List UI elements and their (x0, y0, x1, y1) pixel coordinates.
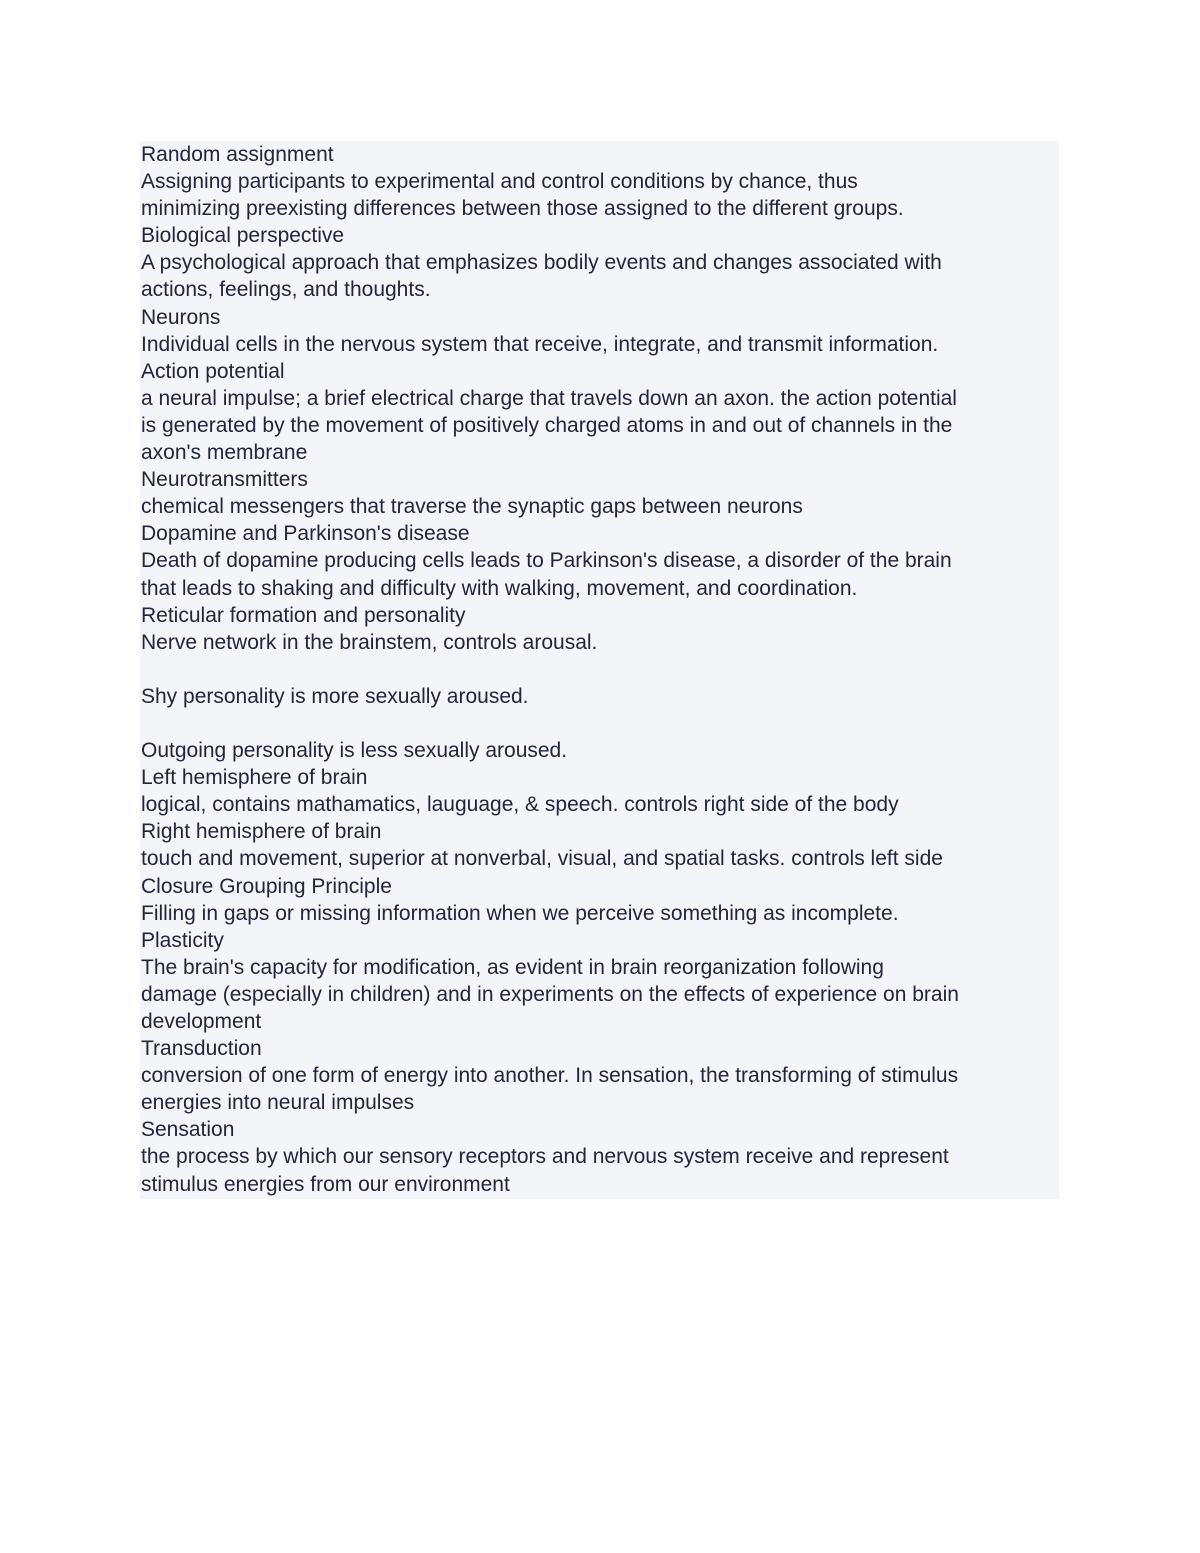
definition-action-potential-line-2: is generated by the movement of positively charged atoms in and out of channels in the (141, 413, 953, 437)
definition-transduction-line-1: conversion of one form of energy into another. In sensation, the transforming of stimulus (141, 1064, 959, 1088)
blank-line (141, 710, 1059, 737)
term-action-potential: Action potential (141, 359, 285, 383)
definition-plasticity-line-1: The brain's capacity for modification, as evident in brain reorganization following (141, 955, 884, 979)
term-closure-grouping: Closure Grouping Principle (141, 874, 392, 898)
term-neurotransmitters: Neurotransmitters (141, 468, 308, 492)
document-text-block (140, 141, 1059, 1199)
term-biological-perspective: Biological perspective (141, 224, 345, 248)
definition-right-hemisphere: touch and movement, superior at nonverbal, visual, and spatial tasks. controls left side (141, 847, 943, 871)
term-random-assignment: Random assignment (141, 143, 334, 166)
definition-reticular-formation-line-2: Shy personality is more sexually aroused. (141, 684, 529, 708)
definition-random-assignment-line-1: Assigning participants to experimental and control conditions by chance, thus (141, 170, 858, 194)
definition-neurons: Individual cells in the nervous system that receive, integrate, and transmit information. (141, 332, 939, 356)
definition-dopamine-parkinsons-line-2: that leads to shaking and difficulty with walking, movement, and coordination. (141, 576, 858, 600)
term-right-hemisphere: Right hemisphere of brain (141, 820, 382, 844)
definition-sensation-line-1: the process by which our sensory receptors and nervous system receive and represent (141, 1145, 949, 1169)
definition-closure-grouping: Filling in gaps or missing information when we perceive something as incomplete. (141, 901, 899, 925)
definition-sensation-line-2: stimulus energies from our environment (141, 1172, 510, 1196)
definition-action-potential-line-1: a neural impulse; a brief electrical charge that travels down an axon. the action potential (141, 386, 957, 410)
term-dopamine-parkinsons: Dopamine and Parkinson's disease (141, 522, 470, 546)
definition-biological-perspective-line-1: A psychological approach that emphasizes bodily events and changes associated with (141, 251, 942, 275)
definition-biological-perspective-line-2: actions, feelings, and thoughts. (141, 278, 431, 302)
definition-transduction-line-2: energies into neural impulses (141, 1091, 415, 1115)
definition-plasticity-line-3: development (141, 1010, 262, 1033)
term-plasticity: Plasticity (141, 928, 224, 952)
definition-random-assignment-line-2: minimizing preexisting differences between those assigned to the different groups. (141, 197, 904, 221)
term-neurons: Neurons (141, 305, 221, 329)
definition-plasticity-line-2: damage (especially in children) and in experiments on the effects of experience on brain (141, 982, 959, 1006)
term-left-hemisphere: Left hemisphere of brain (141, 766, 368, 790)
term-sensation: Sensation (141, 1118, 235, 1142)
definition-action-potential-line-3: axon's membrane (141, 441, 308, 465)
term-reticular-formation: Reticular formation and personality (141, 603, 466, 627)
definition-neurotransmitters: chemical messengers that traverse the synaptic gaps between neurons (141, 495, 803, 519)
definition-reticular-formation-line-1: Nerve network in the brainstem, controls arousal. (141, 630, 598, 654)
definition-reticular-formation-line-3: Outgoing personality is less sexually aroused. (141, 739, 568, 763)
term-transduction: Transduction (141, 1037, 262, 1061)
definition-left-hemisphere: logical, contains mathamatics, lauguage, & speech. controls right side of the body (141, 793, 899, 817)
definition-dopamine-parkinsons-line-1: Death of dopamine producing cells leads to Parkinson's disease, a disorder of the brain (141, 549, 952, 573)
blank-line (141, 656, 1059, 683)
